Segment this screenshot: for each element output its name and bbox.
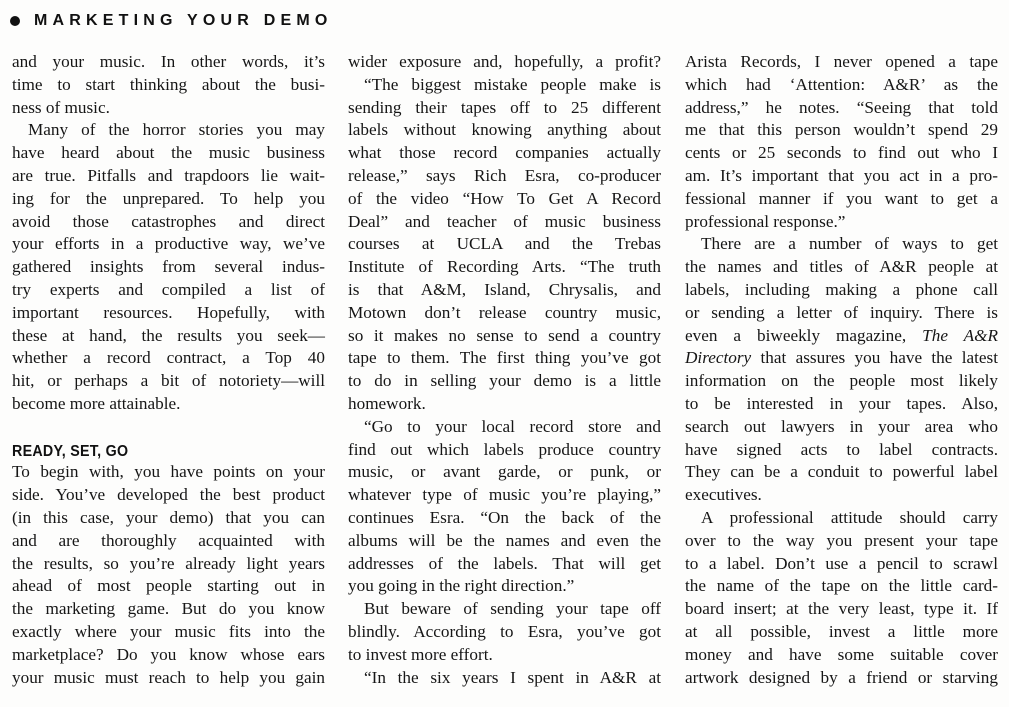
section-title: MARKETING YOUR DEMO xyxy=(34,12,333,29)
article-column-3 xyxy=(685,51,998,689)
text-line: and your music. In other words, it’s xyxy=(12,52,325,71)
paragraph xyxy=(12,119,325,415)
text-line: over to the way you present your tape xyxy=(685,530,998,550)
text-line: the name of the tape on the little card- xyxy=(685,576,998,596)
text-line: side. You’ve developed the best product xyxy=(12,485,325,505)
text-line: fessional manner if you want to get a xyxy=(685,188,998,208)
text-line: ness of music. xyxy=(12,97,110,117)
text-line: Motown don’t release country music, xyxy=(348,302,661,322)
text-line: labels without knowing anything about xyxy=(348,120,661,140)
text-line: There are a number of ways to get xyxy=(701,234,998,254)
text-line: sending their tapes off to 25 different xyxy=(348,97,661,117)
text-line: find out which labels produce country xyxy=(348,439,661,459)
text-line: me that this person wouldn’t spend 29 xyxy=(685,120,998,140)
text-line: board insert; at the very least, type it. If xyxy=(685,599,998,619)
text-line: which had ‘Attention: A&R’ as the xyxy=(685,74,998,94)
text-line: albums will be the names and even the xyxy=(348,530,661,550)
subhead: READY, SET, GO xyxy=(12,442,129,460)
text-line: to do in selling your demo is a little xyxy=(348,371,661,391)
text-line: have signed acts to label contracts. xyxy=(685,439,998,459)
text-line: Arista Records, I never opened a tape xyxy=(685,52,998,71)
text-line: continues Esra. “On the back of the xyxy=(348,507,661,527)
text-line: courses at UCLA and the Trebas xyxy=(348,234,661,254)
text-line: of the video “How To Get A Record xyxy=(348,188,661,208)
text-line: hit, or perhaps a bit of notoriety—will xyxy=(12,371,325,391)
article-column-1 xyxy=(12,51,325,689)
text-line: important resources. Hopefully, with xyxy=(12,302,325,322)
text-line: executives. xyxy=(685,485,762,505)
text-line: cents or 25 seconds to find out who I xyxy=(685,143,998,163)
text-line: is that A&M, Island, Chrysalis, and xyxy=(348,279,661,299)
text-line: blindly. According to Esra, you’ve got xyxy=(348,621,661,641)
text-line: to be interested in your tapes. Also, xyxy=(685,393,998,413)
text-line: A professional attitude should carry xyxy=(701,507,998,527)
text-line: marketplace? Do you know whose ears xyxy=(12,644,325,664)
magazine-title-italic: The A&R xyxy=(922,325,998,345)
text-line: at all possible, invest a little more xyxy=(685,621,998,641)
text-line: information on the people most likely xyxy=(685,371,998,391)
text-line: Many of the horror stories you may xyxy=(28,120,325,140)
text-line: wider exposure and, hopefully, a profit? xyxy=(348,52,661,71)
text-line: am. It’s important that you act in a pro- xyxy=(685,165,998,185)
text-line: professional response.” xyxy=(685,211,846,231)
text-line: you going in the right direction.” xyxy=(348,576,575,596)
text-segment: that assures you have the latest xyxy=(751,348,998,368)
text-line: or sending a letter of inquiry. There is xyxy=(685,302,998,322)
text-line: “The biggest mistake people make is xyxy=(364,74,661,94)
section-header xyxy=(10,10,333,32)
text-line: the names and titles of A&R people at xyxy=(685,257,998,277)
text-line: the marketing game. But do you know xyxy=(12,599,325,619)
bullet-icon xyxy=(10,16,20,26)
text-line: ing for the unprepared. To help you xyxy=(12,188,325,208)
paragraph xyxy=(348,598,661,666)
text-line: music, or avant garde, or punk, or xyxy=(348,462,661,482)
text-line: money and have some suitable cover xyxy=(685,644,998,664)
text-line: what those record companies actually xyxy=(348,143,661,163)
paragraph xyxy=(348,74,661,416)
text-line: addresses of the labels. That will get xyxy=(348,553,661,573)
text-line: the results, so you’re already light years xyxy=(12,553,325,573)
text-line: release,” says Rich Esra, co-producer xyxy=(348,165,661,185)
paragraph xyxy=(12,51,325,119)
text-line: exactly where your music fits into the xyxy=(12,621,325,641)
text-line: search out lawyers in your area who xyxy=(685,416,998,436)
text-line: Deal” and teacher of music business xyxy=(348,211,661,231)
text-line: artwork designed by a friend or starving xyxy=(685,667,998,687)
text-line: They can be a conduit to powerful label xyxy=(685,462,998,482)
magazine-title-italic: Directory xyxy=(685,348,752,368)
text-line: tape to them. The first thing you’ve got xyxy=(348,348,661,368)
text-line: have heard about the music business xyxy=(12,143,325,163)
text-line: time to start thinking about the busi- xyxy=(12,74,325,94)
text-line: gathered insights from several indus- xyxy=(12,257,325,277)
text-line-with-italic xyxy=(685,347,998,370)
paragraph xyxy=(685,507,998,689)
text-line: these at hand, the results you seek— xyxy=(12,325,325,345)
text-line: whatever type of music you’re playing,” xyxy=(348,485,661,505)
text-line: your efforts in a productive way, we’ve xyxy=(12,234,325,254)
text-line: (in this case, your demo) that you can xyxy=(12,507,325,527)
paragraph xyxy=(348,51,661,74)
text-line: try experts and compiled a list of xyxy=(12,279,325,299)
paragraph xyxy=(348,416,661,598)
article-column-2 xyxy=(348,51,661,689)
text-line: Institute of Recording Arts. “The truth xyxy=(348,257,661,277)
text-line: But beware of sending your tape off xyxy=(364,599,661,619)
text-line: are true. Pitfalls and trapdoors lie wait- xyxy=(12,165,325,185)
text-line: “In the six years I spent in A&R at xyxy=(364,667,661,687)
text-line: To begin with, you have points on your xyxy=(12,462,325,482)
paragraph xyxy=(348,667,661,690)
text-line: address,” he notes. “Seeing that told xyxy=(685,97,998,117)
paragraph xyxy=(685,233,998,507)
text-line: labels, including making a phone call xyxy=(685,279,998,299)
text-line: to a label. Don’t use a pencil to scrawl xyxy=(685,553,998,573)
text-line: whether a record contract, a Top 40 xyxy=(12,348,325,368)
text-line: become more attainable. xyxy=(12,393,181,413)
text-segment: even a biweekly magazine, xyxy=(685,325,923,345)
text-line: avoid those catastrophes and direct xyxy=(12,211,325,231)
text-line: your music must reach to help you gain xyxy=(12,667,325,687)
text-line-with-italic xyxy=(685,325,998,348)
text-line: to invest more effort. xyxy=(348,644,493,664)
text-line: homework. xyxy=(348,393,426,413)
text-line: so it makes no sense to send a country xyxy=(348,325,661,345)
text-line: “Go to your local record store and xyxy=(364,416,661,436)
paragraph xyxy=(685,51,998,233)
paragraph xyxy=(12,461,325,689)
text-line: and are thoroughly acquainted with xyxy=(12,530,325,550)
text-line: ahead of most people starting out in xyxy=(12,576,325,596)
